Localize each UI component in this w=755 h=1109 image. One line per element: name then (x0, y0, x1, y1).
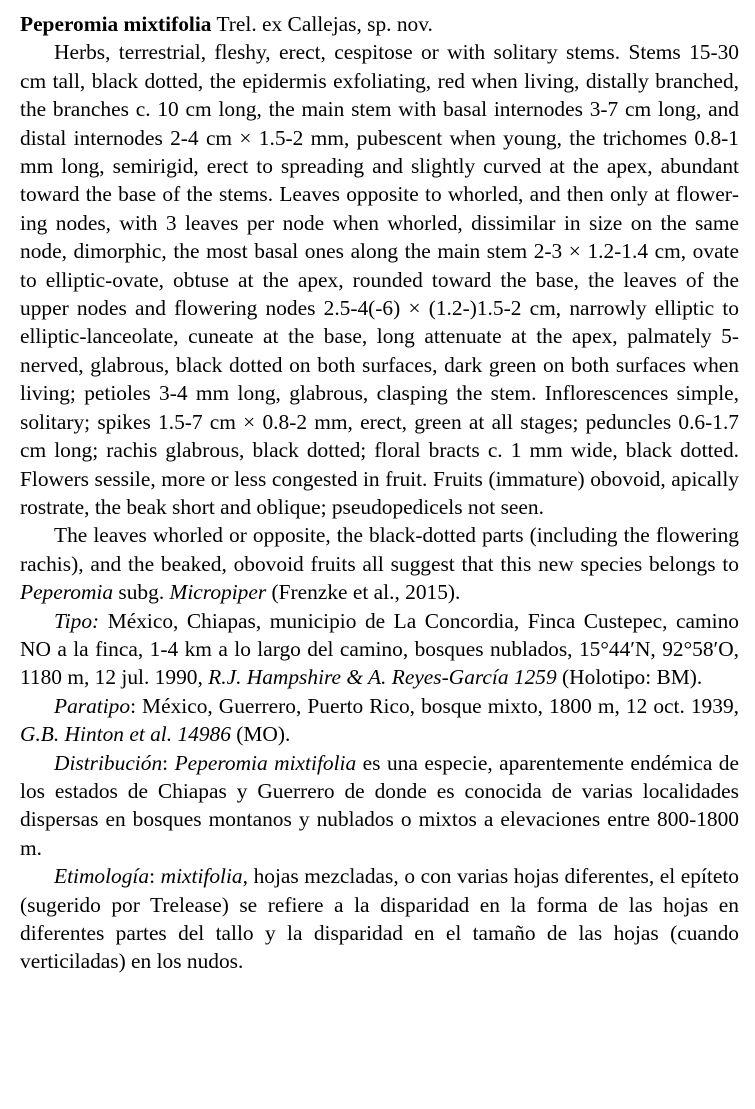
paratipo-text-1: : México, Guerrero, Puerto Rico, bosque mixto, 1800 m, 12 oct. 1939, (130, 693, 739, 718)
distribucion-species: Peperomia mixtifolia (174, 750, 357, 775)
distribucion-paragraph (20, 749, 739, 863)
distribucion-label: Distribución (54, 750, 163, 775)
affinity-subgenus: Micropiper (169, 580, 267, 605)
tipo-text-1: México, Chiapas, municipio de La Concordia, Finca Custepec, camino NO a la finca, 1-4 km a lo largo del camino, bosques nublados, 15°44′N, 92°58′O, 1180 m, 12 jul. 1990, (20, 608, 739, 690)
species-heading (20, 10, 739, 38)
affinity-text-1: The leaves whorled or opposite, the black-dotted parts (including the flowering rachis), and the beaked, obovoid fruits all suggest that this new species belongs to (20, 523, 739, 576)
affinity-paragraph (20, 521, 739, 606)
paratipo-label: Paratipo (54, 693, 131, 718)
affinity-text-2: subg. (113, 580, 170, 605)
paratipo-text-2: (MO). (230, 722, 291, 747)
distribucion-text-1: : (162, 750, 175, 775)
paratipo-collector: G.B. Hinton et al. 14986 (20, 722, 231, 747)
etimologia-text-1: : (149, 864, 161, 889)
etimologia-label: Etimología (54, 864, 150, 889)
etimologia-paragraph (20, 862, 739, 976)
tipo-collector: R.J. Hampshire & A. Reyes-García 1259 (208, 665, 557, 690)
tipo-label: Tipo: (54, 608, 100, 633)
species-name: Peperomia mixtifolia (20, 12, 212, 36)
paratipo-paragraph (20, 692, 739, 749)
affinity-genus: Peperomia (20, 580, 114, 605)
etimologia-epithet: mixtifolia (160, 864, 243, 889)
affinity-text-3: (Frenzke et al., 2015). (266, 580, 461, 605)
distribucion-text-2: es una especie, aparentemente endémica de los estados de Chiapas y Guerrero de donde es conocida de varias localidades dispersas en bosques montanos y nublados o mixtos a elevaciones entre 800-1800 m. (20, 750, 739, 860)
description-paragraph: Herbs, terrestrial, fleshy, erect, cespitose or with solitary stems. Stems 15-30 cm tall, black dotted, the epidermis exfoliating, red when living, distally branched, the branches c. 10 cm long, the main stem with basal internodes 3-7 cm long, and distal internodes 2-4 cm × 1.5-2 mm, pubescent when young, the trichomes 0.8-1 mm long, semirigid, erect to spreading and slightly curved at the apex, abundant toward the base of the stems. Leaves opposite to whorled, and then only at flowering nodes, with 3 leaves per node when whorled, dissimilar in size on the same node, dimorphic, the most basal ones along the main stem 2-3 × 1.2-1.4 cm, ovate to elliptic-ovate, obtuse at the apex, rounded toward the base, the leaves of the upper nodes and flowering nodes 2.5-4(-6) × (1.2-)1.5-2 cm, narrowly elliptic to elliptic-lanceolate, cuneate at the base, long attenuate at the apex, palmately 5-nerved, glabrous, black dotted on both surfaces, dark green on both surfaces when living; petioles 3-4 mm long, glabrous, clasping the stem. Inflorescences simple, solitary; spikes 1.5-7 cm × 0.8-2 mm, erect, green at all stages; peduncles 0.6-1.7 cm long; rachis glabrous, black dotted; floral bracts c. 1 mm wide, black dotted. Flowers sessile, more or less congested in fruit. Fruits (immature) obovoid, apically rostrate, the beak short and oblique; pseudopedicels not seen. (20, 40, 739, 519)
etimologia-text-2: , hojas mezcladas, o con varias hojas diferentes, el epíteto (sugerido por Trelease) se refiere a la disparidad en la forma de las hojas en diferentes partes del tallo y la disparidad en el tamaño de las hojas (cuando verticiladas) en los nudos. (20, 864, 739, 974)
tipo-paragraph (20, 607, 739, 692)
tipo-text-2: (Holotipo: BM). (556, 665, 703, 690)
species-authority: Trel. ex Callejas, sp. nov. (211, 12, 433, 36)
